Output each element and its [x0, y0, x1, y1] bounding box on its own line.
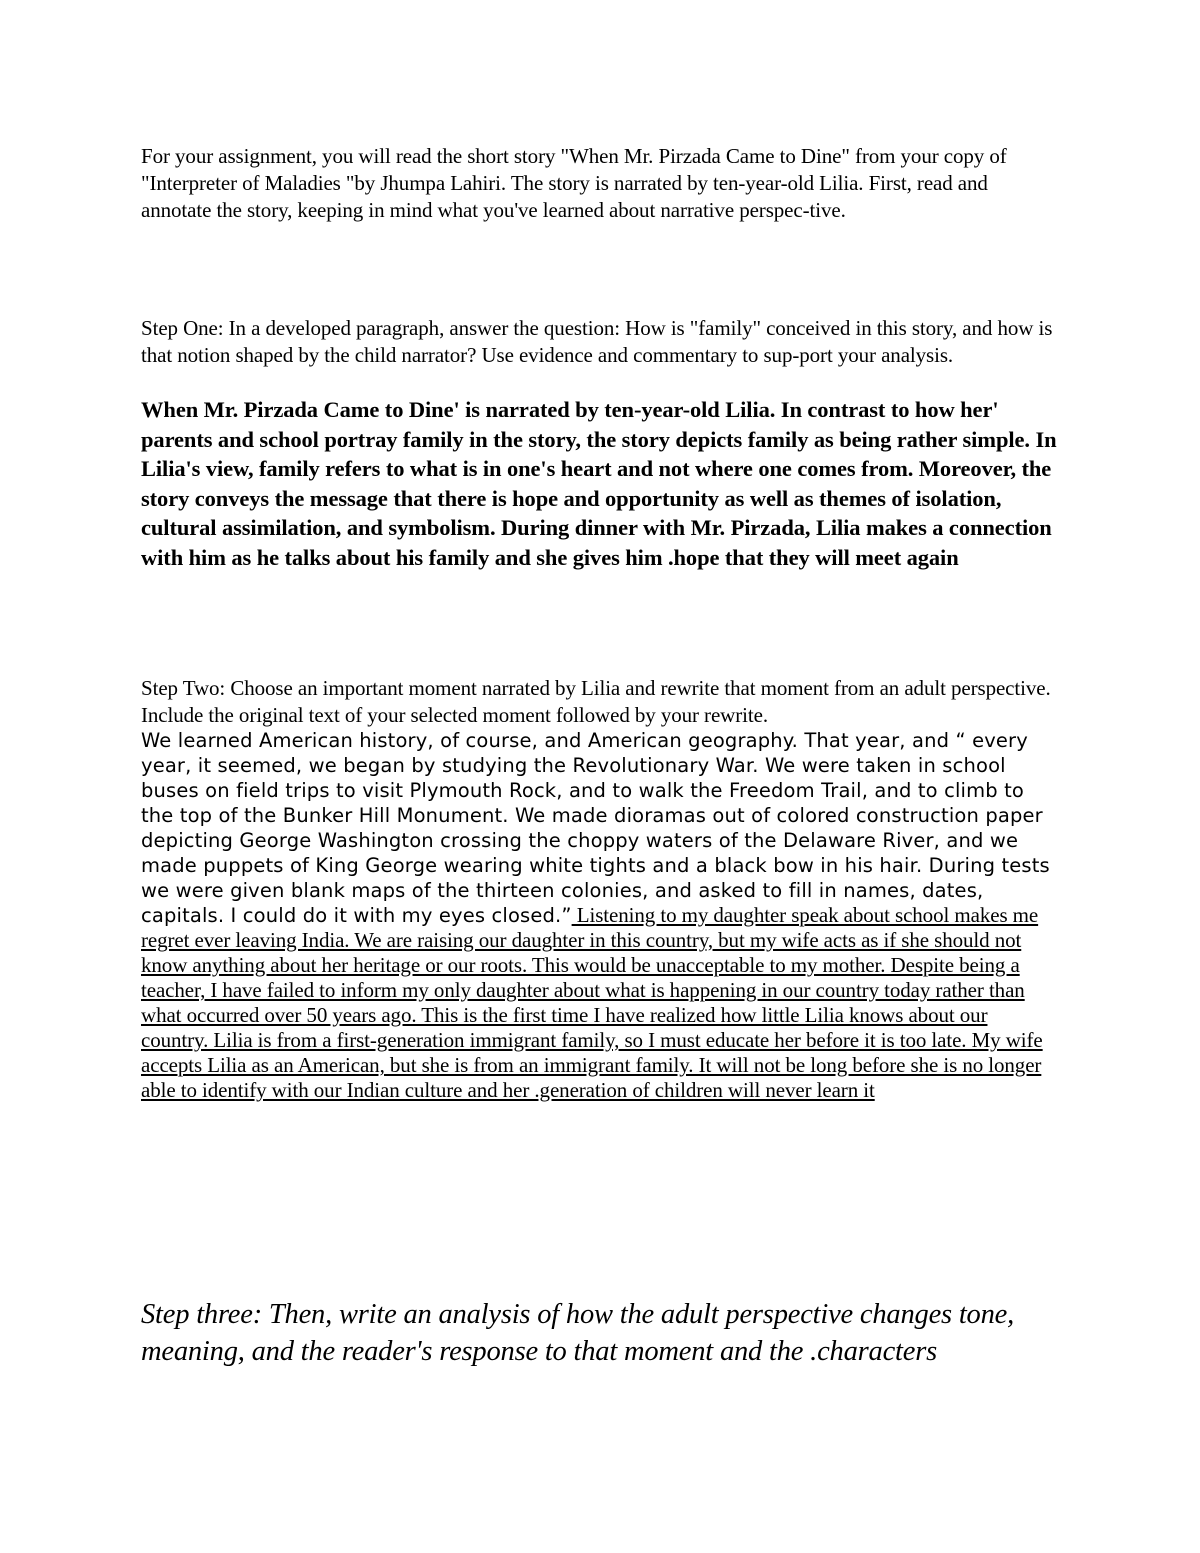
original-quote: We learned American history, of course, and American geography. That year, and “ every year, it seemed, we began by studying the Revolutionary War. We were taken in school buses on field trips to visit Plymouth Rock, and to walk the Freedom Trail, and to climb to the top of the Bunker Hill Monument. We made dioramas out of colored construction paper depicting George Washington crossing the choppy waters of the Delaware River, and we made puppets of King George wearing white tights and a black bow in his hair. During tests we were given blank maps of the thirteen colonies, and asked to fill in names, dates, capitals. I could do it with my eyes closed.”: [141, 729, 1050, 927]
step-one-answer: When Mr. Pirzada Came to Dine' is narrated by ten-year-old Lilia. In contrast to how her' parents and school portray family in the story, the story depicts family as being rather simple. In Lilia's view, family refers to what is in one's heart and not where one comes from. Moreover, the story conveys the message that there is hope and opportunity as well as themes of isolation, cultural assimilation, and symbolism. During dinner with Mr. Pirzada, Lilia makes a connection with him as he talks about his family and she gives him .hope that they will meet again: [141, 397, 1057, 570]
step-two-prompt: Step Two: Choose an important moment narrated by Lilia and rewrite that moment from an adult perspective. Include the original text of your selected moment followed by your rewrite.: [141, 676, 1051, 727]
step-three-prompt: Step three: Then, write an analysis of how the adult perspective changes tone, meaning, and the reader's response to that moment and the .characters: [141, 1299, 1015, 1367]
step-two-response: [141, 728, 1059, 1103]
step-one-prompt: Step One: In a developed paragraph, answer the question: How is "family" conceived in this story, and how is that notion shaped by the child narrator? Use evidence and commentary to sup-port your analysis.: [141, 316, 1053, 367]
adult-rewrite: Listening to my daughter speak about school makes me regret ever leaving India. We are raising our daughter in this country, but my wife acts as if she should not know anything about her heritage or our roots. This would be unacceptable to my mother. Despite being a teacher, I have failed to inform my only daughter about what is happening in our country today rather than what occurred over 50 years ago. This is the first time I have realized how little Lilia knows about our country. Lilia is from a first-generation immigrant family, so I must educate her before it is too late. My wife accepts Lilia as an American, but she is from an immigrant family. It will not be long before she is no longer able to identify with our Indian culture and her .generation of children will never learn it: [141, 903, 1043, 1102]
assignment-intro: For your assignment, you will read the short story "When Mr. Pirzada Came to Dine" from your copy of "Interpreter of Maladies "by Jhumpa Lahiri. The story is narrated by ten-year-old Lilia. First, read and annotate the story, keeping in mind what you've learned about narrative perspec-tive.: [141, 144, 1007, 222]
